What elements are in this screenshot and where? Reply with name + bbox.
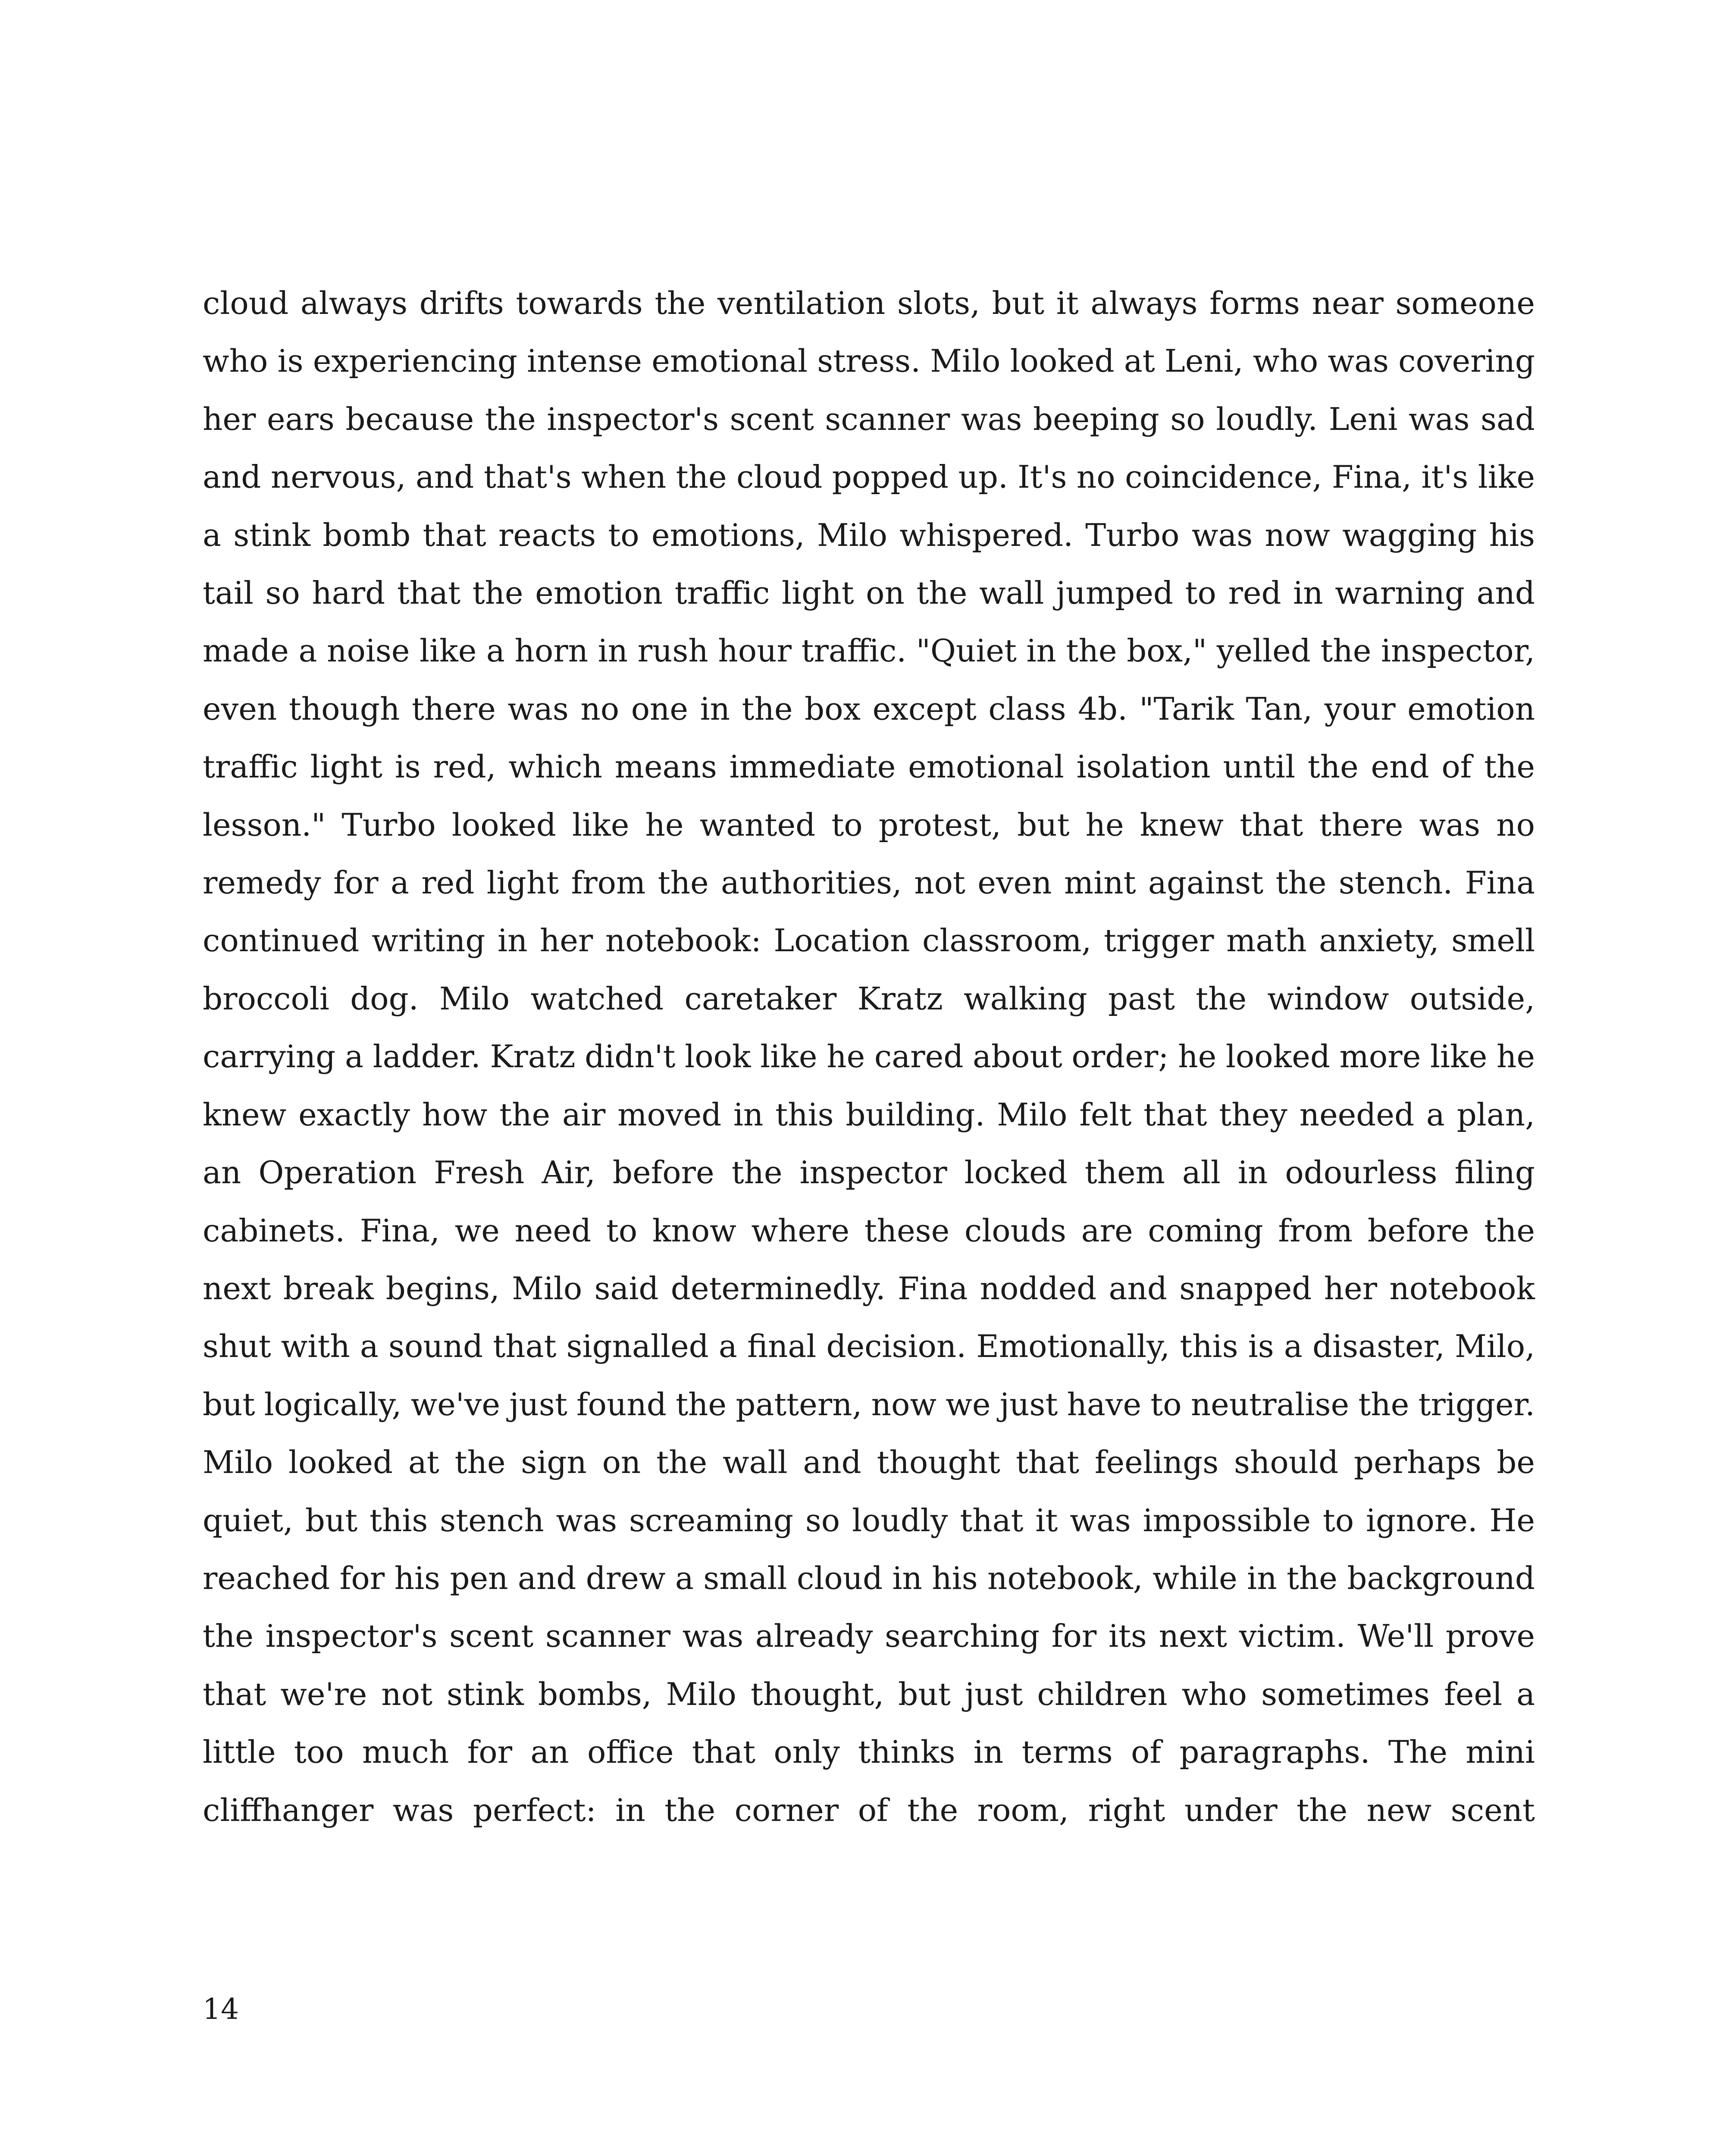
page-number: 14 <box>203 1993 239 2026</box>
body-paragraph: cloud always drifts towards the ventilation slots, but it always forms near someone who is experiencing intense emotional stress. Milo looked at Leni, who was covering her ears because the inspector's scent scanner was beeping so loudly. Leni was sad and nervous, and that's when the cloud popped up. It's no coincidence, Fina, it's like a stink bomb that reacts to emotions, Milo whispered. Turbo was now wagging his tail so hard that the emotion traffic light on the wall jumped to red in warning and made a noise like a horn in rush hour traffic. "Quiet in the box," yelled the inspector, even though there was no one in the box except class 4b. "Tarik Tan, your emotion traffic light is red, which means immediate emotional isolation until the end of the lesson." Turbo looked like he wanted to protest, but he knew that there was no remedy for a red light from the authorities, not even mint against the stench. Fina continued writing in her notebook: Location classroom, trigger math anxiety, smell broccoli dog. Milo watched caretaker Kratz walking past the window outside, carrying a ladder. Kratz didn't look like he cared about order; he looked more like he knew exactly how the air moved in this building. Milo felt that they needed a plan, an Operation Fresh Air, before the inspector locked them all in odourless filing cabinets. Fina, we need to know where these clouds are coming from before the next break begins, Milo said determinedly. Fina nodded and snapped her notebook shut with a sound that signalled a final decision. Emotionally, this is a disaster, Milo, but logically, we've just found the pattern, now we just have to neutralise the trigger. Milo looked at the sign on the wall and thought that feelings should perhaps be quiet, but this stench was screaming so loudly that it was impossible to ignore. He reached for his pen and drew a small cloud in his notebook, while in the background the inspector's scent scanner was already searching for its next victim. We'll prove that we're not stink bombs, Milo thought, but just children who sometimes feel a little too much for an office that only thinks in terms of paragraphs. The mini cliffhanger was perfect: in the corner of the room, right under the new scent <box>203 285 1535 1828</box>
